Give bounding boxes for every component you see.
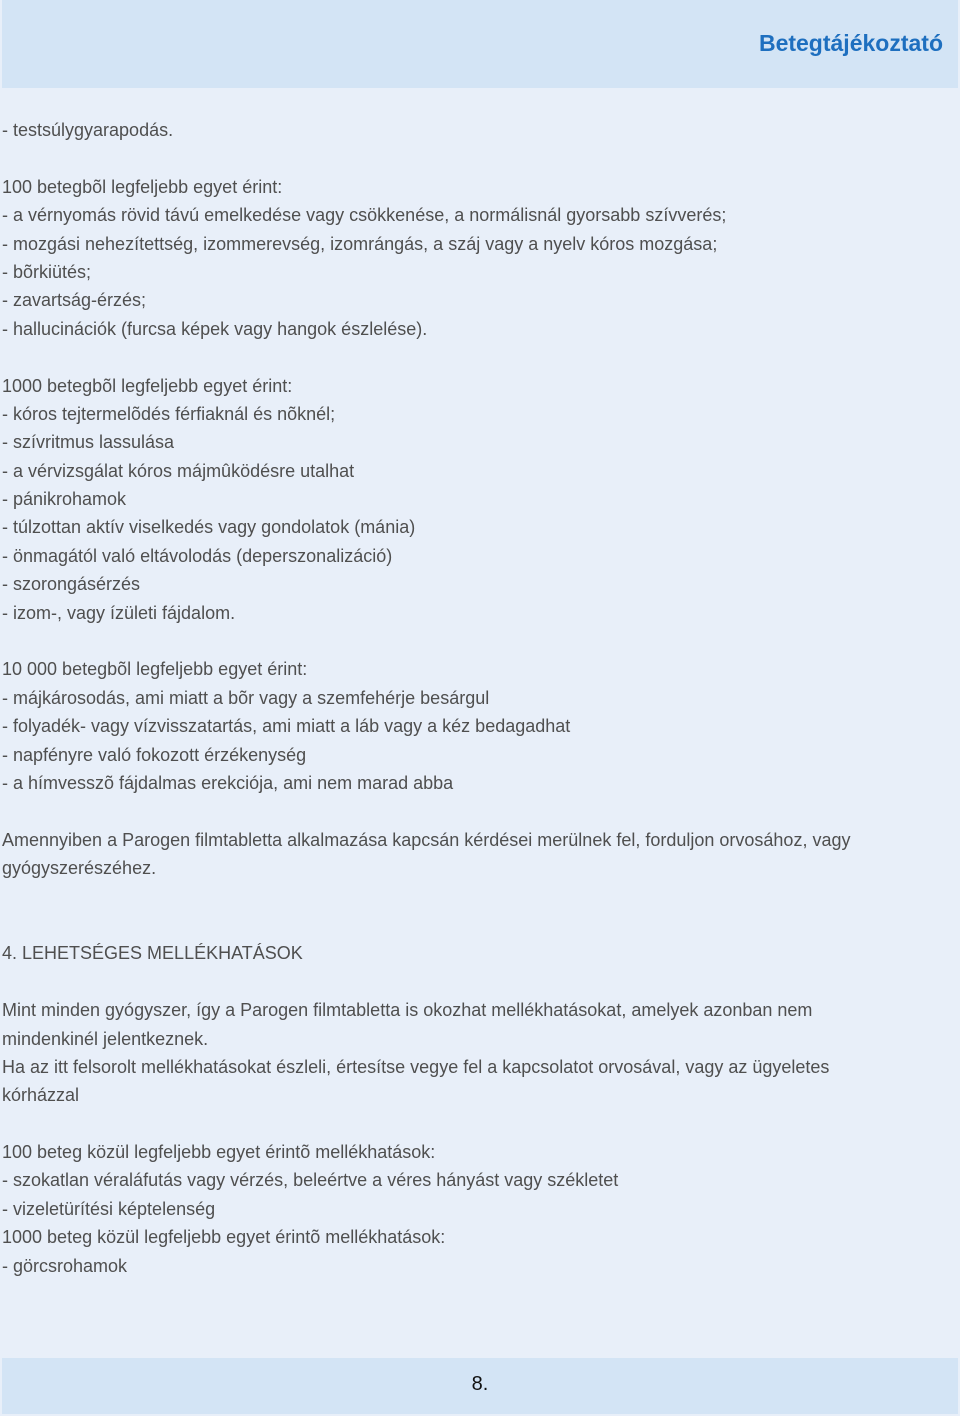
text-line: mindenkinél jelentkeznek. — [2, 1028, 209, 1049]
text-line: 10 000 betegbõl legfeljebb egyet érint: — [2, 659, 308, 680]
text-line: - a vérvizsgálat kóros májmûködésre utalhat — [2, 460, 355, 481]
text-line: 100 beteg közül legfeljebb egyet érintõ mellékhatások: — [2, 1142, 436, 1163]
blank-line — [2, 911, 942, 939]
blank-line — [2, 627, 942, 655]
blank-line — [2, 797, 942, 825]
text-line: - zavartság-érzés; — [2, 290, 147, 311]
text-line: - görcsrohamok — [2, 1255, 128, 1276]
text-line: - szívritmus lassulása — [2, 432, 175, 453]
text-line: - önmagától való eltávolodás (deperszonalizáció) — [2, 545, 393, 566]
blank-line — [2, 883, 942, 911]
text-line: - kóros tejtermelõdés férfiaknál és nõknél; — [2, 403, 336, 424]
text-line: - túlzottan aktív viselkedés vagy gondolatok (mánia) — [2, 517, 416, 538]
text-line: Ha az itt felsorolt mellékhatásokat észleli, értesítse vegye fel a kapcsolatot orvosával, vagy az ügyeletes — [2, 1056, 830, 1077]
text-line: - bõrkiütés; — [2, 261, 92, 282]
text-line: - pánikrohamok — [2, 489, 127, 510]
page-number: 8. — [471, 1373, 489, 1395]
blank-line — [2, 144, 942, 172]
text-line: kórházzal — [2, 1085, 80, 1106]
text-line: - folyadék- vagy vízvisszatartás, ami miatt a láb vagy a kéz bedagadhat — [2, 716, 571, 737]
text-line: 1000 betegbõl legfeljebb egyet érint: — [2, 375, 293, 396]
text-line: Mint minden gyógyszer, így a Parogen filmtabletta is okozhat mellékhatásokat, amelyek azonban nem — [2, 1000, 813, 1021]
text-line: - testsúlygyarapodás. — [2, 120, 174, 140]
text-line: - szokatlan véraláfutás vagy vérzés, beleértve a véres hányást vagy székletet — [2, 1170, 619, 1191]
text-line: - mozgási nehezítettség, izommerevség, izomrángás, a száj vagy a nyelv kóros mozgása; — [2, 233, 718, 254]
text-line: - napfényre való fokozott érzékenység — [2, 744, 307, 765]
text-line: - májkárosodás, ami miatt a bõr vagy a szemfehérje besárgul — [2, 687, 490, 708]
text-line: - hallucinációk (furcsa képek vagy hangok észlelése). — [2, 318, 428, 339]
text-line: Amennyiben a Parogen filmtabletta alkalmazása kapcsán kérdései merülnek fel, forduljon orvosához, vagy — [2, 829, 851, 850]
blank-line — [2, 343, 942, 371]
page-header — [2, 0, 958, 88]
text-line: 100 betegbõl legfeljebb egyet érint: — [2, 176, 283, 197]
text-line: - szorongásérzés — [2, 574, 141, 595]
text-line: gyógyszerészéhez. — [2, 858, 157, 879]
text-line: - a hímvesszõ fájdalmas erekciója, ami nem marad abba — [2, 772, 454, 793]
text-line: - vizeletürítési képtelenség — [2, 1198, 216, 1219]
page-footer — [2, 1358, 958, 1414]
header-title: Betegtájékoztató — [758, 30, 943, 56]
blank-line — [2, 1110, 942, 1138]
text-line: - a vérnyomás rövid távú emelkedése vagy csökkenése, a normálisnál gyorsabb szívverés; — [2, 205, 727, 226]
text-line: - izom-, vagy ízületi fájdalom. — [2, 602, 236, 623]
blank-line — [2, 968, 942, 996]
text-line: 4. LEHETSÉGES MELLÉKHATÁSOK — [2, 943, 303, 964]
text-line: 1000 beteg közül legfeljebb egyet érintõ mellékhatások: — [2, 1227, 446, 1248]
document-body — [2, 116, 942, 1280]
